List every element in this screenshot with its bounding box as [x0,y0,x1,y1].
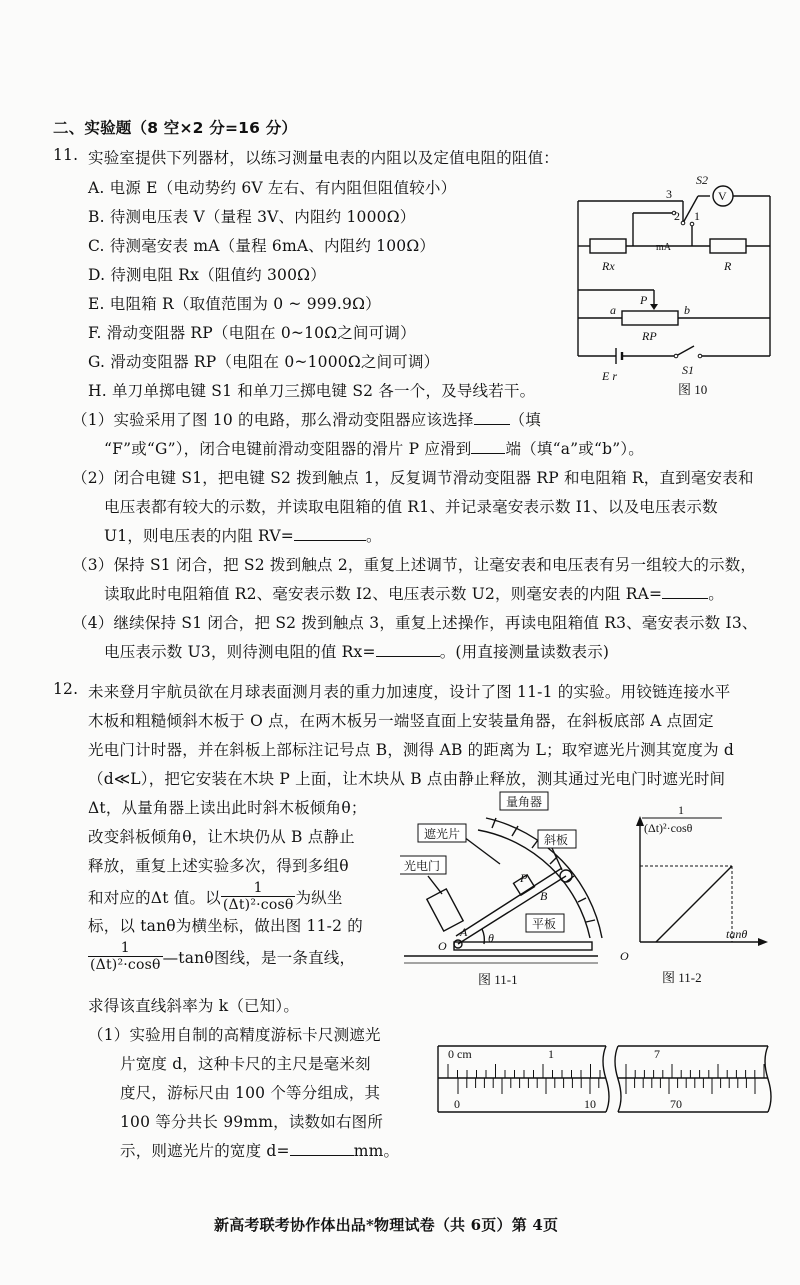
q12-p1-line3: 度尺，游标尺由 100 个等分组成，其 [120,1084,381,1102]
label-flat: 平板 [532,917,557,931]
q11-p2-end: 。 [365,527,382,545]
q11-item-b: B. 待测电压表 V（量程 3V、内阻约 1000Ω） [88,208,416,226]
q12-line7: 释放，重复上述实验多次，得到多组θ [88,857,349,875]
figure-11-1 [400,788,605,988]
answer-blank-6[interactable] [290,1155,354,1156]
q12-line5: Δt，从量角器上读出此时斜木板倾角θ； [88,799,367,817]
answer-blank-2[interactable] [471,453,505,454]
q11-item-f: F. 滑动变阻器 RP（电阻在 0~10Ω之间可调） [88,324,416,342]
fraction-1-den: (Δt)²·cosθ [222,897,294,913]
label-rp: RP [642,329,657,343]
caliper-vernier-70: 70 [670,1097,682,1111]
q11-p4-line2 [104,640,609,662]
circuit-diagram [570,168,775,400]
q11-p2-line2: 电压表都有较大的示数，并读取电阻箱的值 R1、并记录毫安表示数 I1、以及电压表示数 [104,498,718,516]
caliper-main-unit: 0 cm [448,1047,472,1061]
q11-p1-end2: 端（填“a”或“b”）。 [505,440,644,458]
label-er: E r [602,369,617,383]
label-ma: mA [656,242,671,253]
q11-p2-line3 [104,524,382,546]
q12-line3: 光电门计时器，并在斜板上部标注记号点 B，测得 AB 的距离为 L；取窄遮光片测其宽度为 d [88,741,735,759]
label-s1: S1 [682,363,694,377]
q12-line-d: 求得该直线斜率为 k（已知）。 [88,997,300,1015]
caliper-main-7: 7 [654,1047,660,1061]
label-v: V [718,189,727,203]
caliper-vernier-10: 10 [584,1097,596,1111]
label-rx: Rx [602,259,615,273]
q11-p1-end: （填 [509,411,541,429]
q11-p1-text: （1）实验采用了图 10 的电路，那么滑动变阻器应该选择 [72,411,474,429]
label-gate: 光电门 [404,859,441,873]
label-s2: S2 [696,173,708,187]
caliper-vernier-0: 0 [454,1097,460,1111]
q12-line-b: 标，以 tanθ为横坐标，做出图 11-2 的 [88,917,363,935]
q12-p1-line4: 100 等分共长 99mm，读数如右图所 [120,1113,384,1131]
q11-item-a: A. 电源 E（电动势约 6V 左右、有内阻但阻值较小） [88,179,457,197]
figure-11-2 [612,800,772,990]
q11-item-d: D. 待测电阻 Rx（阻值约 300Ω） [88,266,326,284]
label-t1: 1 [694,209,700,223]
q11-p3-line2 [104,582,724,604]
figure10-caption: 图 10 [678,382,708,397]
q11-p4-end: 。(用直接测量读数表示) [439,643,610,661]
q11-item-e: E. 电阻箱 R（取值范围为 0 ~ 999.9Ω） [88,295,381,313]
fig112-xlabel: tanθ [726,927,748,941]
fraction-2-num: 1 [88,940,163,957]
q12-line-c-end: —tanθ图线，是一条直线， [162,948,356,967]
q11-item-c: C. 待测毫安表 mA（量程 6mA、内阻约 100Ω） [88,237,436,255]
q12-line-a-end: 为纵坐 [295,888,343,907]
q12-line6: 改变斜板倾角θ，让木块仍从 B 点静止 [88,828,355,846]
label-a: a [610,303,616,317]
fraction-1-num: 1 [221,880,296,897]
label-a: A [460,925,468,939]
fig112-ylabel-num: 1 [678,803,684,817]
label-shade: 遮光片 [424,827,461,841]
fig112-ylabel-den: (Δt)²·cosθ [644,821,693,835]
q11-item-g: G. 滑动变阻器 RP（电阻在 0~1000Ω之间可调） [88,353,440,371]
label-p: P [640,293,648,307]
figure-11-2-caption: 图 11-2 [662,970,702,985]
answer-blank-5[interactable] [376,656,440,657]
fraction-1 [221,880,296,913]
q11-number: 11. [53,146,79,164]
q12-p1-end: mm。 [353,1142,400,1160]
q11-p2-line1: （2）闭合电键 S1，把电键 S2 拨到触点 1，反复调节滑动变阻器 RP 和电阻箱 R，直到毫安表和 [72,469,754,487]
label-b: B [540,889,548,903]
label-b: b [684,303,690,317]
q11-p3-text2: 读取此时电阻箱值 R2、毫安表示数 I2、电压表示数 U2，则毫安表的内阻 RA= [104,585,663,603]
q12-line4: （d≪L），把它安装在木块 P 上面，让木块从 B 点由静止释放，测其通过光电门时遮光时间 [88,770,726,788]
q11-p4-text2: 电压表示数 U3，则待测电阻的值 Rx= [104,643,376,661]
q11-item-h: H. 单刀单掷电键 S1 和单刀三掷电键 S2 各一个，及导线若干。 [88,382,536,400]
answer-blank-3[interactable] [294,540,366,541]
q12-line2: 木板和粗糙倾斜木板于 O 点，在两木板另一端竖直面上安装量角器，在斜板底部 A 点固定 [88,712,714,730]
q12-p1-line1: （1）实验用自制的高精度游标卡尺测遮光 [88,1026,381,1044]
q11-p1-line1 [72,408,541,430]
answer-blank-4[interactable] [662,598,708,599]
fraction-2 [88,940,163,973]
label-p: P [520,871,528,885]
q12-line-a-text: 和对应的Δt 值。以 [88,888,221,907]
vernier-caliper [434,1040,774,1118]
q11-stem: 实验室提供下列器材，以练习测量电表的内阻以及定值电阻的阻值： [88,149,560,167]
q12-p1-text5: 示，则遮光片的宽度 d= [120,1142,290,1160]
q11-p2-text3: U1，则电压表的内阻 RV= [104,527,294,545]
caliper-main-1: 1 [548,1047,554,1061]
page-footer: 新高考联考协作体出品*物理试卷（共 6页）第 4页 [214,1216,559,1234]
label-o: O [438,939,447,953]
section-title: 二、实验题（8 空×2 分=16 分） [53,119,298,137]
label-incline: 斜板 [544,833,569,847]
q11-p3-end: 。 [708,585,724,603]
figure-11-1-caption: 图 11-1 [478,972,518,987]
fig112-origin: O [620,949,629,963]
q12-p1-line5 [120,1139,399,1161]
label-t3: 3 [666,187,672,201]
label-protractor: 量角器 [506,795,543,809]
q11-p1-text2: “F”或“G”），闭合电键前滑动变阻器的滑片 P 应滑到 [104,440,472,458]
q11-p4-line1: （4）继续保持 S1 闭合，把 S2 拨到触点 3，重复上述操作，再读电阻箱值 R3、毫安表示数 I3、 [72,614,758,632]
q12-line-a [88,880,343,913]
label-t2: 2 [674,209,680,223]
q12-line-c [88,940,355,973]
q12-line1: 未来登月宇航员欲在月球表面测月表的重力加速度，设计了图 11-1 的实验。用铰链连接水平 [88,683,731,701]
q11-p3-line1: （3）保持 S1 闭合，把 S2 拨到触点 2，重复上述调节，让毫安表和电压表有另一组较大的示数， [72,556,757,574]
q11-p1-line2 [104,437,644,459]
answer-blank-1[interactable] [474,424,510,425]
q12-number: 12. [53,680,79,698]
q12-p1-line2: 片宽度 d，这种卡尺的主尺是毫米刻 [120,1055,371,1073]
label-r: R [724,259,732,273]
fraction-2-den: (Δt)²·cosθ [90,957,161,973]
label-theta: θ [488,931,494,945]
